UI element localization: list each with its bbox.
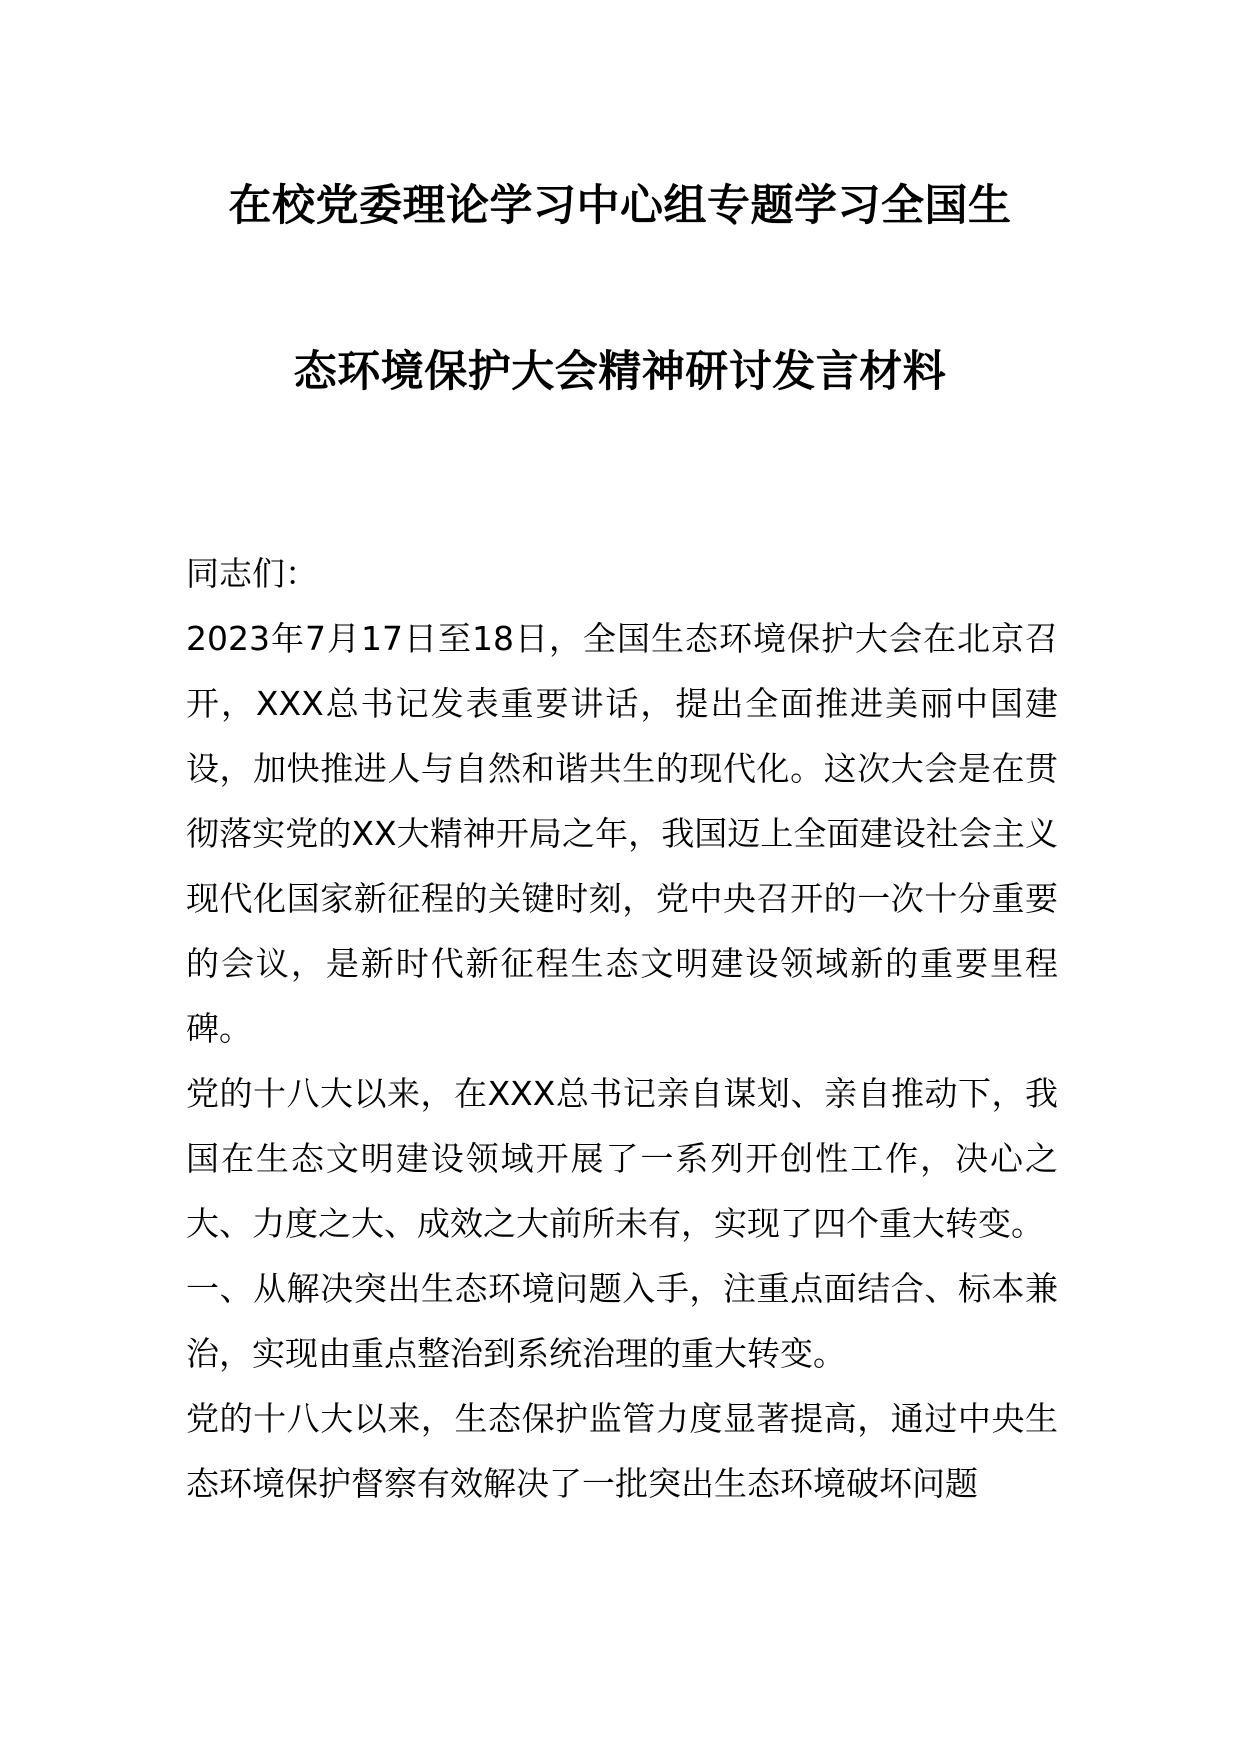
document-title-line-2: 态环境保护大会精神研讨发言材料 bbox=[293, 347, 947, 397]
paragraph-1: 2023年7月17日至18日，全国生态环境保护大会在北京召开，XXX总书记发表重要讲话，提出全面推进美丽中国建设，加快推进人与自然和谐共生的现代化。这次大会是在贯彻落实党的XX大精神开局之年，我国迈上全面建设社会主义现代化国家新征程的关键时刻，党中央召开的一次十分重要的会议，是新时代新征程生态文明建设领域新的重要里程碑。 bbox=[186, 619, 1058, 1048]
salutation: 同志们： bbox=[186, 554, 318, 593]
document-title-line-1: 在校党委理论学习中心组专题学习全国生 bbox=[228, 181, 1012, 231]
document-body bbox=[186, 541, 1058, 1516]
paragraph-4: 党的十八大以来，生态保护监管力度显著提高，通过中央生态环境保护督察有效解决了一批突出生态环境破坏问题 bbox=[186, 1399, 1058, 1503]
paragraph-2: 党的十八大以来，在XXX总书记亲自谋划、亲自推动下，我国在生态文明建设领域开展了一系列开创性工作，决心之大、力度之大、成效之大前所未有，实现了四个重大转变。 bbox=[186, 1074, 1058, 1243]
paragraph-3: 一、从解决突出生态环境问题入手，注重点面结合、标本兼治，实现由重点整治到系统治理的重大转变。 bbox=[186, 1269, 1058, 1373]
